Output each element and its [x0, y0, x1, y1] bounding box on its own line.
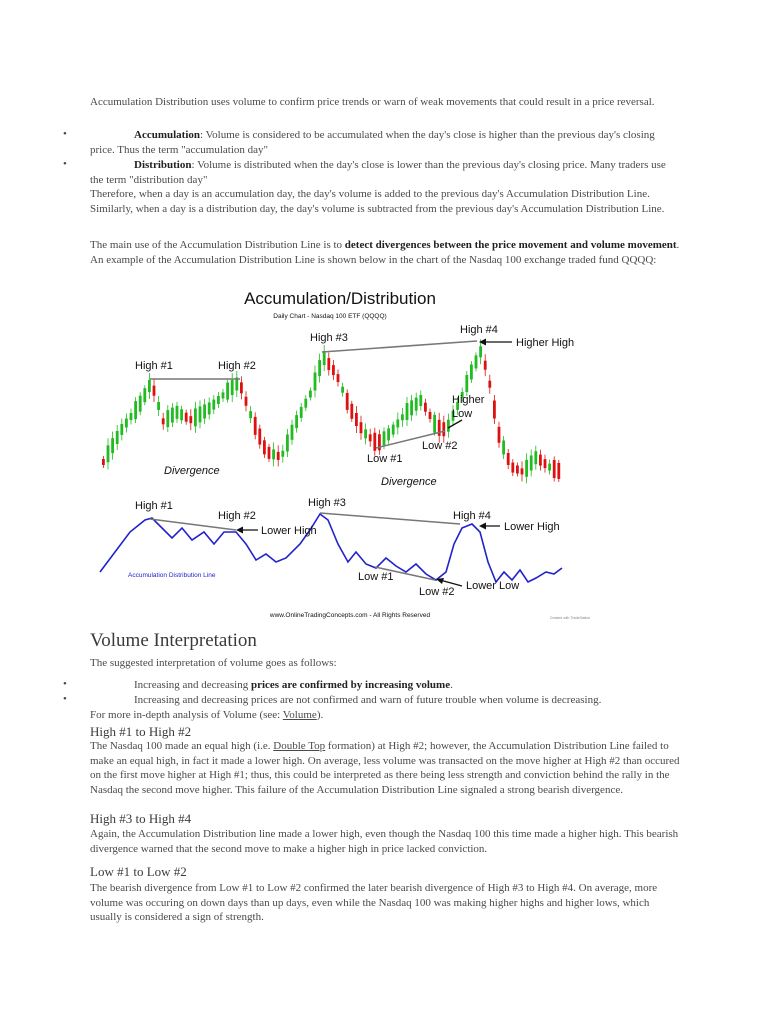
chart-credit: Created with TradeStation: [549, 616, 590, 620]
candle-body: [281, 451, 284, 457]
high4-label: High #4: [460, 324, 498, 336]
candle-body: [406, 403, 409, 420]
candle-body: [396, 419, 399, 427]
low1-label: Low #1: [367, 453, 403, 465]
candle-body: [125, 419, 128, 428]
candle-body: [249, 411, 252, 418]
accumulation-distribution-chart: [90, 282, 590, 622]
candle-body: [222, 392, 225, 398]
distribution-text: : Volume is distributed when the day's close is lower than the previous day's closing price. Many traders use the term "distribution day": [90, 159, 666, 186]
main-use-bold: detect divergences between the price movement and volume movement: [344, 239, 677, 251]
candle-body: [502, 441, 505, 455]
adl-high3-label: High #3: [308, 497, 346, 509]
high3-high4-paragraph: Again, the Accumulation Distribution line made a lower high, even though the Nasdaq 100 this time made a higher high. This bearish divergence warned that the second move to make a higher high in price lacked conviction.: [90, 828, 679, 855]
candle-body: [314, 373, 317, 391]
more-pre: For more in-depth analysis of Volume (see:: [90, 709, 283, 721]
candle-body: [401, 414, 404, 420]
candle-body: [419, 395, 422, 406]
adl-low1-label: Low #1: [358, 571, 394, 583]
vol-b1-pre: Increasing and decreasing: [134, 679, 251, 691]
candle-body: [258, 429, 261, 445]
candle-body: [272, 449, 275, 459]
high1-high2-heading: High #1 to High #2: [90, 724, 192, 739]
candle-body: [268, 447, 271, 459]
candle-body: [130, 413, 133, 420]
bullet-marker: •: [63, 158, 67, 170]
candle-body: [387, 428, 390, 440]
s1-post: formation) at High #2; however, the Accumulation Distribution Line failed to make an equal high, in fact it made a lower high. On average, less volume was transacted on the move higher at High #2 than occured on the first move higher at High #1; thus, this could be interpreted as there being less strength and conviction behind the rally in the Nasdaq the second move higher. This failure of the Accumulation Distribution Line signaled a strong bearish divergence.: [90, 740, 680, 796]
candle-body: [548, 464, 551, 471]
candle-body: [162, 418, 165, 424]
candle-body: [544, 459, 547, 468]
candle-body: [277, 452, 280, 460]
list-item-decreasing-volume: [90, 693, 680, 708]
main-use-pre: The main use of the Accumulation Distribution Line is to: [90, 239, 345, 251]
main-use-paragraph: [90, 238, 680, 267]
candle-body: [231, 380, 234, 395]
candle-body: [194, 408, 197, 426]
candle-body: [199, 406, 202, 422]
candle-body: [415, 398, 418, 411]
term-accumulation: Accumulation: [134, 129, 200, 141]
candle-body: [107, 445, 110, 462]
volume-link[interactable]: Volume: [282, 709, 317, 721]
candle-body: [346, 393, 349, 410]
list-item-accumulation: [90, 128, 680, 157]
term-distribution: Distribution: [134, 159, 192, 171]
candle-body: [433, 415, 436, 433]
candle-body: [180, 409, 183, 420]
lower-low-label: Lower Low: [466, 580, 520, 592]
candle-body: [355, 413, 358, 426]
candle-body: [521, 468, 524, 474]
candle-body: [539, 455, 542, 466]
candle-body: [171, 408, 174, 423]
candle-body: [530, 456, 533, 471]
candle-body: [245, 397, 248, 406]
candle-body: [410, 400, 413, 415]
candle-body: [475, 355, 478, 368]
therefore-paragraph: Therefore, when a day is an accumulation day, the day's volume is added to the previous day's Accumulation Distribution Line. Similarly, when a day is a distribution day, the day's volume is subtracted from the previous day's Accumulation Distribution Line.: [90, 188, 665, 215]
s1-pre: The Nasdaq 100 made an equal high (i.e.: [90, 740, 274, 752]
candle-body: [511, 463, 514, 473]
candle-body: [189, 416, 192, 423]
accumulation-text: : Volume is considered to be accumulated when the day's close is higher than the previous day's closing price. Thus the term "accumulation day": [90, 129, 655, 156]
list-item-increasing-volume: [90, 678, 680, 693]
adl-high1-label: High #1: [135, 500, 173, 512]
candle-body: [254, 417, 257, 435]
high3-label: High #3: [310, 332, 348, 344]
candle-body: [185, 413, 188, 422]
divergence-label-2: Divergence: [381, 476, 437, 488]
more-post: ).: [316, 709, 324, 721]
candle-body: [383, 431, 386, 445]
candle-body: [217, 396, 220, 404]
candle-body: [369, 434, 372, 441]
candle-body: [429, 412, 432, 419]
volume-interpretation-heading: Volume Interpretation: [90, 630, 257, 651]
candle-body: [442, 422, 445, 436]
chart-title: Accumulation/Distribution: [244, 289, 436, 308]
candle-body: [488, 381, 491, 388]
bullet-marker: •: [63, 678, 67, 690]
low1-low2-paragraph: The bearish divergence from Low #1 to Low #2 confirmed the later bearish divergence of High #3 to High #4. On average, more volume was occuring on down days than up days, even while the Nasdaq 100 was making higher highs and higher lows, which usually is considered a sign of strength.: [90, 882, 658, 923]
higher-low-label: Higher Low: [452, 394, 485, 420]
candle-body: [208, 402, 211, 414]
candle-body: [327, 358, 330, 370]
lower-high-label-1: Lower High: [261, 525, 317, 537]
candle-body: [337, 374, 340, 382]
candle-body: [153, 386, 156, 396]
candle-body: [465, 375, 468, 392]
high1-label: High #1: [135, 360, 173, 372]
candle-body: [240, 382, 243, 393]
candle-body: [341, 387, 344, 393]
more-volume-paragraph: [90, 708, 680, 723]
volume-intro: The suggested interpretation of volume goes as follows:: [90, 657, 337, 669]
double-top-link[interactable]: Double Top: [273, 740, 326, 752]
candle-body: [291, 425, 294, 440]
candle-body: [498, 427, 501, 443]
adl-series-label: Accumulation Distribution Line: [128, 572, 216, 579]
main-use-post: . An example of the Accumulation Distribution Line is shown below in the chart of the Nasdaq 100 exchange traded fund QQQQ:: [90, 239, 680, 266]
lower-high-arrowhead-2: [479, 523, 486, 530]
candle-body: [148, 380, 151, 392]
candle-body: [139, 396, 142, 412]
higher-high-label: Higher High: [516, 337, 575, 349]
vol-b1-bold: prices are confirmed by increasing volume: [250, 679, 451, 691]
candle-body: [309, 391, 312, 398]
bullet-marker: •: [63, 693, 67, 705]
candle-body: [295, 415, 298, 428]
higher-high-arrowhead: [479, 339, 486, 346]
candle-body: [516, 466, 519, 474]
candle-body: [318, 360, 321, 376]
candle-body: [157, 402, 160, 410]
lower-low-arrowhead: [436, 578, 444, 584]
candle-body: [120, 424, 123, 435]
adl-high3-high4-trendline: [320, 513, 460, 524]
candle-body: [525, 460, 528, 477]
divergence-label-1: Divergence: [164, 465, 220, 477]
high1-high2-paragraph: [90, 739, 680, 797]
candle-body: [484, 361, 487, 370]
candle-body: [424, 403, 427, 412]
candle-body: [323, 351, 326, 365]
higher-low-arrow: [448, 420, 462, 428]
candle-body: [226, 383, 229, 400]
candle-body: [557, 463, 560, 479]
lower-high-label-2: Lower High: [504, 521, 560, 533]
vol-b2-text: Increasing and decreasing prices are not confirmed and warn of future trouble when volume is decreasing.: [134, 694, 602, 706]
candle-body: [176, 406, 179, 419]
candle-body: [102, 459, 105, 465]
candle-body: [392, 425, 395, 435]
candle-body: [203, 404, 206, 418]
candle-body: [360, 422, 363, 433]
vol-b1-post: .: [450, 679, 453, 691]
intro-paragraph: Accumulation Distribution uses volume to confirm price trends or warn of weak movements that could result in a price reversal.: [90, 96, 655, 108]
candle-body: [286, 435, 289, 452]
candle-body: [470, 365, 473, 380]
candle-body: [116, 431, 119, 444]
candle-body: [479, 346, 482, 357]
candle-body: [300, 407, 303, 418]
candle-body: [364, 429, 367, 438]
chart-footer: www.OnlineTradingConcepts.com - All Rights Reserved: [269, 612, 431, 619]
candle-body: [447, 420, 450, 432]
candle-body: [373, 433, 376, 451]
candle-body: [534, 451, 537, 464]
adl-high4-label: High #4: [453, 510, 491, 522]
candle-body: [304, 399, 307, 408]
high3-high4-heading: High #3 to High #4: [90, 811, 192, 826]
low2-label: Low #2: [422, 440, 458, 452]
candle-body: [507, 453, 510, 465]
candle-body: [553, 460, 556, 478]
bullet-marker: •: [63, 128, 67, 140]
low1-low2-heading: Low #1 to Low #2: [90, 864, 187, 879]
candle-body: [143, 388, 146, 402]
candle-body: [212, 400, 215, 410]
candle-body: [350, 404, 353, 419]
candle-body: [134, 401, 137, 419]
high2-label: High #2: [218, 360, 256, 372]
chart-subtitle: Daily Chart - Nasdaq 100 ETF (QQQQ): [273, 313, 387, 320]
candle-body: [166, 410, 169, 427]
adl-low2-label: Low #2: [419, 586, 455, 598]
adl-high2-label: High #2: [218, 510, 256, 522]
list-item-distribution: [90, 158, 680, 187]
candle-body: [111, 438, 114, 453]
candle-body: [332, 365, 335, 375]
candle-body: [493, 401, 496, 419]
candle-body: [263, 440, 266, 454]
